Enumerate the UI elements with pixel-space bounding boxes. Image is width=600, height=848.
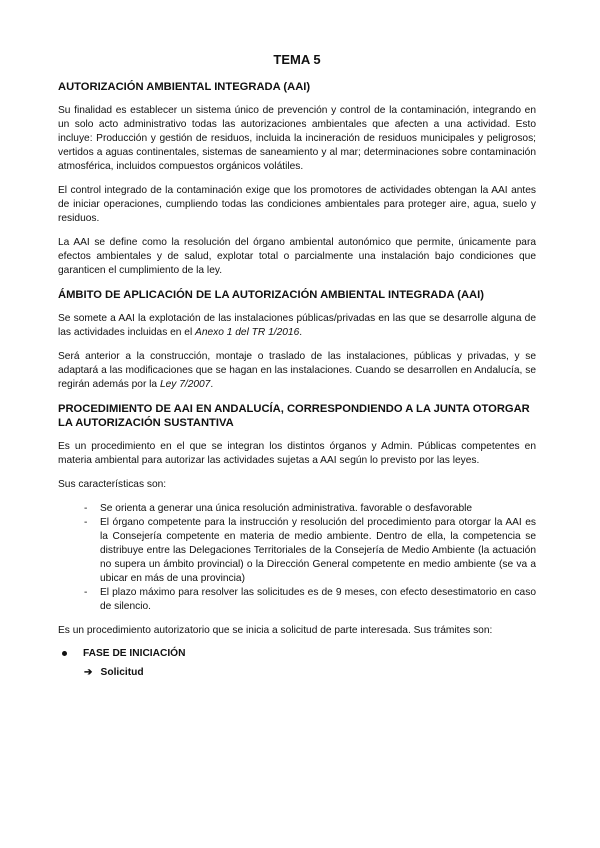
section-heading-ambito: ÁMBITO DE APLICACIÓN DE LA AUTORIZACIÓN AMBIENTAL INTEGRADA (AAI) — [58, 289, 484, 301]
bullet-icon — [62, 651, 67, 656]
phase-item — [62, 648, 536, 659]
list-item: - Se orienta a generar una única resolución administrativa. favorable o desfavorable — [100, 502, 536, 516]
list-item: - El plazo máximo para resolver las solicitudes es de 9 meses, con efecto desestimatorio en caso de silencio. — [100, 586, 536, 614]
list-item: - El órgano competente para la instrucción y resolución del procedimiento para otorgar la AAI es la Consejería competente en materia de medio ambiente. Dentro de ella, la competencia se distribuye entre las Delegaciones Territoriales de la Consejería de Medio Ambiente (la actuación no supera un ámbito provincial) o la Dirección General competente en medio ambiente (se va a ubicar en más de una provincia) — [100, 516, 536, 586]
paragraph: Es un procedimiento en el que se integran los distintos órganos y Admin. Públicas competentes en materia ambiental para autorizar las actividades sujetas a AAI según lo previsto por las leyes. — [58, 441, 536, 466]
paragraph: Será anterior a la construcción, montaje o traslado de las instalaciones, públicas y privadas, y se adaptará a las modificaciones que se hagan en las instalaciones. Cuando se desarrollen en Andalucía, se regirán además por la Ley 7/2007. — [58, 351, 536, 390]
paragraph: La AAI se define como la resolución del órgano ambiental autonómico que permite, únicamente para efectos ambientales y de salud, explotar total o parcialmente una instalación bajo condiciones que garanticen el cumplimiento de la ley. — [58, 237, 536, 276]
document-page — [58, 52, 536, 678]
legal-reference: Anexo 1 del TR 1/2016 — [195, 327, 300, 338]
paragraph: Su finalidad es establecer un sistema único de prevención y control de la contaminación, integrando en un solo acto administrativo todas las autorizaciones ambientales que afecten a una actividad. Esto incluye: Producción y gestión de residuos, incluida la incineración de residuos municipales y peligrosos; vertidos a aguas continentales, sistemas de saneamiento y al mar; determinaciones sobre contaminación atmosférica, incluidos compuestos orgánicos volátiles. — [58, 105, 536, 172]
characteristics-list — [58, 502, 536, 614]
paragraph: El control integrado de la contaminación exige que los promotores de actividades obtengan la AAI antes de iniciar operaciones, cumpliendo todas las condiciones ambientales para proteger aire, agua, suelo y residuos. — [58, 185, 536, 224]
legal-reference: Ley 7/2007 — [159, 379, 211, 390]
section-heading-procedimiento: PROCEDIMIENTO DE AAI EN ANDALUCÍA, CORRESPONDIENDO A LA JUNTA OTORGAR LA AUTORIZACIÓN SUSTANTIVA — [58, 403, 530, 429]
page-title: TEMA 5 — [273, 52, 321, 67]
step-item — [84, 667, 536, 678]
paragraph: Es un procedimiento autorizatorio que se inicia a solicitud de parte interesada. Sus trámites son: — [58, 625, 493, 636]
section-heading-aai: AUTORIZACIÓN AMBIENTAL INTEGRADA (AAI) — [58, 81, 311, 93]
paragraph: Se somete a AAI la explotación de las instalaciones públicas/privadas en las que se desarrolle alguna de las actividades incluidas en el Anexo 1 del TR 1/2016. — [58, 313, 536, 338]
step-label: Solicitud — [100, 667, 144, 678]
phase-label: FASE DE INICIACIÓN — [83, 648, 186, 659]
arrow-right-icon: ➔ — [84, 667, 93, 678]
paragraph: Sus características son: — [58, 479, 167, 490]
